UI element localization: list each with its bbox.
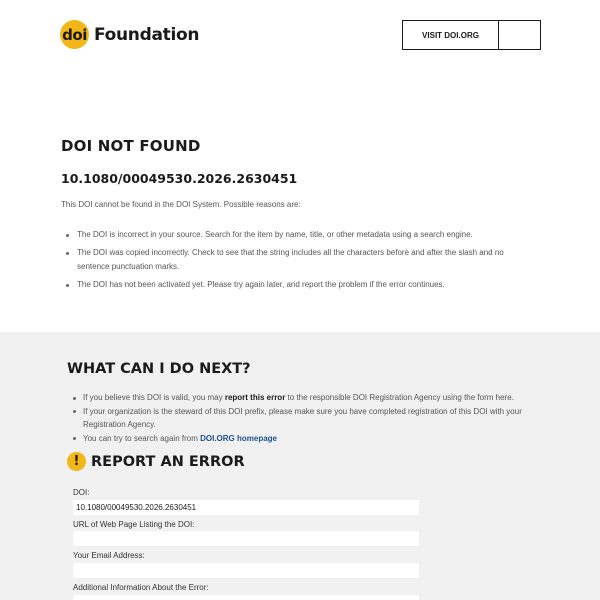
report-error-title: REPORT AN ERROR [91, 453, 245, 470]
reasons-list [66, 228, 536, 296]
email-field-label: Your Email Address: [73, 551, 145, 560]
doi-field[interactable] [73, 500, 419, 515]
list-item [73, 432, 533, 446]
list-item: The DOI is incorrect in your source. Search for the item by name, title, or other metadata using a search engine. [66, 228, 536, 242]
list-item: If your organization is the steward of this DOI prefix, please make sure you have completed registration of this DOI with your Registration Agency. [73, 405, 533, 432]
next-steps-title: WHAT CAN I DO NEXT? [67, 361, 251, 377]
doi-field-label: DOI: [73, 488, 90, 497]
list-item: The DOI was copied incorrectly. Check to see that the string includes all the characters before and after the slash and no sentence punctuation marks. [66, 246, 536, 274]
list-item [73, 391, 533, 405]
url-field[interactable] [73, 531, 419, 546]
logo-text: Foundation [94, 24, 200, 45]
additional-info-field[interactable] [73, 595, 419, 600]
url-field-label: URL of Web Page Listing the DOI: [73, 520, 195, 529]
doi-logo-mark [60, 20, 89, 49]
intro-text: This DOI cannot be found in the DOI System. Possible reasons are: [61, 200, 301, 209]
email-field[interactable] [73, 563, 419, 578]
menu-button[interactable] [498, 20, 541, 50]
next-steps-list [73, 391, 533, 445]
item-text: You can try to search again from [83, 433, 201, 443]
report-error-text: report this error [224, 393, 286, 402]
logo-mark-text: doi [62, 25, 87, 44]
list-item: The DOI has not been activated yet. Please try again later, and report the problem if the error continues. [66, 278, 536, 292]
additional-info-label: Additional Information About the Error: [73, 583, 209, 592]
site-header [0, 0, 600, 70]
doi-foundation-logo[interactable] [60, 20, 199, 49]
doi-homepage-link[interactable]: DOI.ORG homepage [200, 433, 278, 443]
page-title: DOI NOT FOUND [61, 137, 201, 155]
item-text: to the responsible DOI Registration Agency using the form here. [285, 393, 514, 402]
report-error-header [67, 452, 245, 471]
visit-doi-org-button[interactable]: VISIT DOI.ORG [402, 20, 499, 50]
exclamation-icon: ! [67, 452, 86, 471]
item-text: If you believe this DOI is valid, you may [83, 393, 225, 402]
doi-identifier: 10.1080/00049530.2026.2630451 [61, 171, 298, 186]
